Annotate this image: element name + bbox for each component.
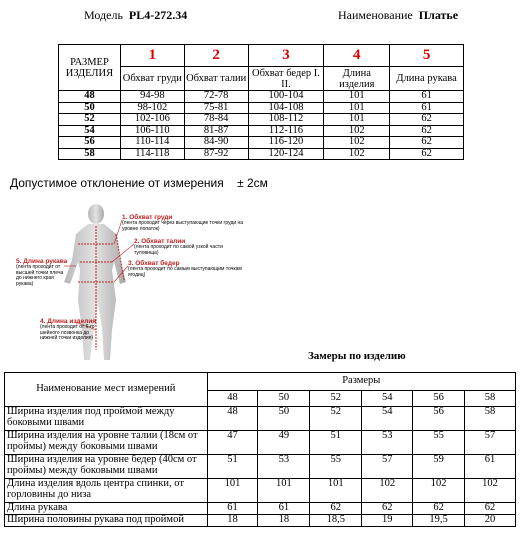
table-row [5,515,516,527]
table-cell: 61 [258,503,310,515]
label-bust: 1. Обхват груди (лента проходит через выступающие точки груди на уровне лопаток) [122,214,244,232]
table-cell: 102 [362,479,413,503]
table-cell: 53 [258,455,310,479]
size-cell: 56 [59,137,121,149]
table-cell: 108-112 [248,114,324,126]
table-cell: 102 [324,148,390,160]
size-col-54: 54 [362,391,413,407]
table-row [5,455,516,479]
table-cell: 102 [324,137,390,149]
table-cell: 102 [324,125,390,137]
table-cell: 51 [310,431,362,455]
table-cell: 49 [258,431,310,455]
size-cell: 52 [59,114,121,126]
column-number-1: 1 [120,45,184,67]
table-row [5,431,516,455]
table-cell: 101 [324,102,390,114]
table-cell: 57 [362,455,413,479]
row-label: Ширина изделия под проймой между боковыми швами [5,407,208,431]
size-col-58: 58 [465,391,516,407]
table-cell: 18 [207,515,258,527]
name-header: Наименование мест измерений [5,373,208,407]
table-cell: 98-102 [120,102,184,114]
name-line [338,8,458,23]
table-cell: 51 [207,455,258,479]
name-value: Платье [418,8,459,22]
size-cell: 58 [59,148,121,160]
table-cell: 48 [207,407,258,431]
size-col-48: 48 [207,391,258,407]
table-cell: 47 [207,431,258,455]
column-header-bust: Обхват груди [120,67,184,91]
table-cell: 62 [390,137,464,149]
table-row [59,114,464,126]
table-cell: 50 [258,407,310,431]
column-number-4: 4 [324,45,390,67]
table-cell: 18,5 [310,515,362,527]
size-cell: 54 [59,125,121,137]
table-cell: 61 [390,91,464,103]
table-cell: 101 [258,479,310,503]
table-cell: 62 [390,114,464,126]
size-cell: 50 [59,102,121,114]
size-table [58,44,464,160]
model-label: Модель [84,8,123,22]
table-cell: 106-110 [120,125,184,137]
label-waist: 2. Обхват талии (лента проходит по самой узкой части туловища) [134,238,223,256]
tolerance-value: ± 2см [237,176,268,190]
table-cell: 62 [390,148,464,160]
table-row [59,102,464,114]
row-label: Длина рукава [5,503,208,515]
table-cell: 62 [390,125,464,137]
table-cell: 20 [465,515,516,527]
column-header-hips: Обхват бедер I. II. [248,67,324,91]
table-cell: 110-114 [120,137,184,149]
label-length: 4. Длина изделия (лента проходит от 6-го шейного позвонка до нижней точки изделия) [40,318,97,341]
product-table [4,372,516,527]
table-row [59,137,464,149]
column-header-length: Длина изделия [324,67,390,91]
column-number-3: 3 [248,45,324,67]
table-cell: 59 [413,455,465,479]
table-cell: 72-78 [184,91,248,103]
size-header: РАЗМЕР ИЗДЕЛИЯ [59,45,121,91]
table-cell: 55 [310,455,362,479]
measurement-figure [16,200,246,370]
table-cell: 55 [413,431,465,455]
table-row [59,91,464,103]
column-number-5: 5 [390,45,464,67]
table-row [59,148,464,160]
table-cell: 101 [310,479,362,503]
table-cell: 52 [310,407,362,431]
table-cell: 102 [465,479,516,503]
table-cell: 120-124 [248,148,324,160]
row-label: Длина изделия вдоль центра спинки, от горловины до низа [5,479,208,503]
table-cell: 18 [258,515,310,527]
size-col-50: 50 [258,391,310,407]
table-cell: 114-118 [120,148,184,160]
column-number-2: 2 [184,45,248,67]
table-cell: 54 [362,407,413,431]
table-cell: 101 [324,114,390,126]
size-cell: 48 [59,91,121,103]
table-cell: 56 [413,407,465,431]
row-label: Ширина половины рукава под проймой [5,515,208,527]
name-label: Наименование [338,8,413,22]
row-label: Ширина изделия на уровне талии (18см от проймы) между боковыми швами [5,431,208,455]
table-cell: 102 [413,479,465,503]
tolerance-label: Допустимое отклонение от измерения [10,176,224,190]
table-cell: 62 [413,503,465,515]
model-line [84,8,187,23]
table-cell: 57 [465,431,516,455]
product-header-row [5,373,516,391]
table-cell: 61 [390,102,464,114]
model-value: PL4-272.34 [128,8,188,22]
table-cell: 19 [362,515,413,527]
row-label: Ширина изделия на уровне бедер (40см от проймы) между боковыми швами [5,455,208,479]
label-sleeve: 5. Длина рукава (лента проходит от высшей точки плеча до нижнего края рукава) [16,258,68,287]
table-cell: 101 [324,91,390,103]
table-cell: 75-81 [184,102,248,114]
table-cell: 53 [362,431,413,455]
table-row [5,479,516,503]
size-col-52: 52 [310,391,362,407]
table-cell: 19,5 [413,515,465,527]
table-cell: 62 [310,503,362,515]
table-cell: 104-108 [248,102,324,114]
label-hips: 3. Обхват бедер (лента проходит по самым выступающим точкам ягодиц) [128,260,242,278]
table-cell: 101 [207,479,258,503]
tolerance-line [10,176,268,190]
table-row [5,407,516,431]
table-cell: 94-98 [120,91,184,103]
head-shape [88,204,104,224]
table-cell: 58 [465,407,516,431]
table-cell: 62 [362,503,413,515]
table-cell: 61 [207,503,258,515]
table-row [59,125,464,137]
column-header-waist: Обхват талии [184,67,248,91]
table-cell: 116-120 [248,137,324,149]
column-header-sleeve: Длина рукава [390,67,464,91]
sizes-header: Размеры [207,373,515,391]
table-cell: 100-104 [248,91,324,103]
table-cell: 61 [465,455,516,479]
product-title: Замеры по изделию [308,350,406,362]
table-cell: 102-106 [120,114,184,126]
table-cell: 62 [465,503,516,515]
size-col-56: 56 [413,391,465,407]
table-cell: 81-87 [184,125,248,137]
table-cell: 112-116 [248,125,324,137]
table-cell: 78-84 [184,114,248,126]
table-cell: 84-90 [184,137,248,149]
table-cell: 87-92 [184,148,248,160]
table-row [5,503,516,515]
